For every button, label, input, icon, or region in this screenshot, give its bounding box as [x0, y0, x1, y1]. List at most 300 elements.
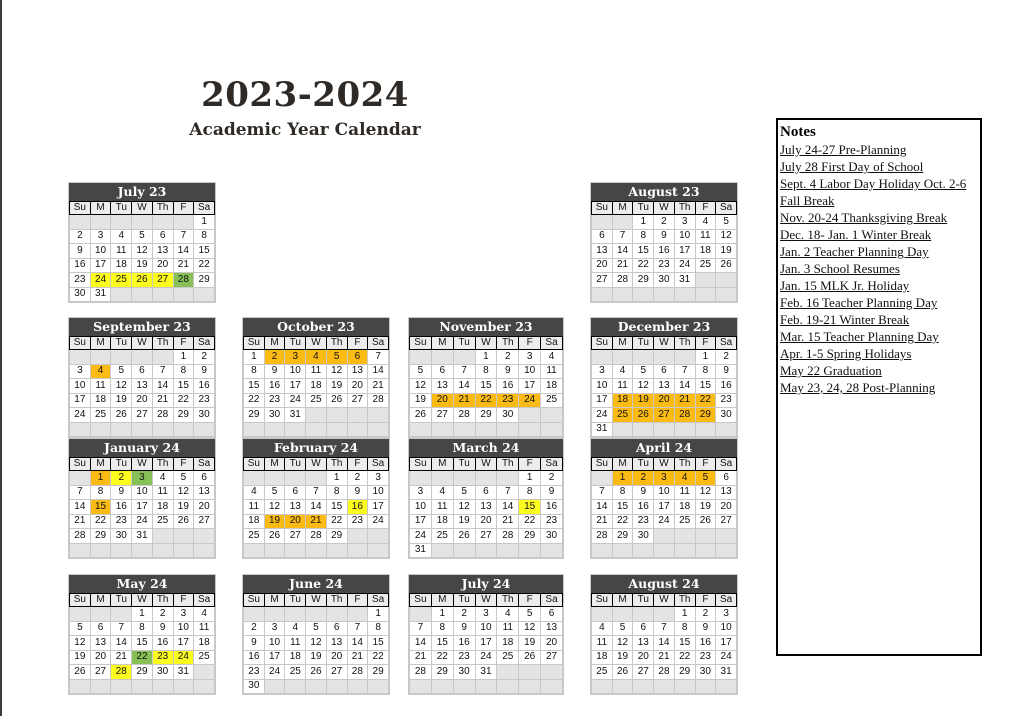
day-cell: 3	[674, 215, 695, 230]
day-cell: 2	[497, 350, 519, 365]
day-cell: 29	[368, 665, 389, 680]
empty-cell	[674, 543, 695, 558]
day-cell: 1	[431, 607, 453, 622]
empty-cell	[70, 543, 91, 558]
weekday-label: M	[90, 202, 111, 215]
day-cell: 3	[285, 350, 306, 365]
day-cell: 14	[111, 636, 132, 651]
day-cell: 12	[695, 485, 716, 500]
empty-cell	[695, 679, 716, 694]
day-cell: 7	[306, 485, 327, 500]
day-cell: 13	[431, 379, 453, 394]
empty-cell	[368, 543, 389, 558]
month-calendar	[68, 317, 216, 438]
day-cell: 16	[244, 650, 265, 665]
day-cell: 8	[368, 621, 389, 636]
weekday-label: F	[347, 458, 368, 471]
day-cell: 24	[368, 514, 389, 529]
day-cell: 4	[285, 621, 306, 636]
day-cell: 9	[654, 229, 675, 244]
day-cell: 8	[695, 364, 716, 379]
day-cell: 21	[70, 514, 91, 529]
day-cell: 12	[716, 229, 737, 244]
day-cell: 28	[70, 529, 91, 544]
empty-cell	[612, 215, 633, 230]
weekday-label: M	[612, 594, 633, 607]
day-cell: 21	[654, 650, 675, 665]
day-cell: 23	[497, 393, 519, 408]
day-cell: 8	[173, 364, 194, 379]
day-cell: 30	[453, 665, 475, 680]
empty-cell	[716, 287, 737, 302]
day-cell: 21	[453, 393, 475, 408]
day-cell: 23	[695, 650, 716, 665]
day-cell: 30	[244, 679, 265, 694]
note-item: Nov. 20-24 Thanksgiving Break	[780, 210, 948, 225]
day-cell: 11	[244, 500, 265, 515]
weekday-label: M	[612, 458, 633, 471]
weekday-label: M	[264, 594, 285, 607]
empty-cell	[633, 607, 654, 622]
day-cell: 26	[695, 514, 716, 529]
day-cell: 24	[410, 529, 432, 544]
empty-cell	[410, 422, 432, 437]
day-cell: 17	[264, 650, 285, 665]
day-cell: 30	[111, 529, 132, 544]
month-calendar	[590, 438, 738, 559]
day-cell: 16	[453, 636, 475, 651]
day-cell: 23	[654, 258, 675, 273]
empty-cell	[475, 471, 497, 486]
weekday-label: Su	[244, 594, 265, 607]
day-cell: 15	[633, 244, 654, 259]
day-cell: 3	[475, 607, 497, 622]
weekday-label: M	[90, 458, 111, 471]
day-cell: 9	[541, 485, 563, 500]
day-cell: 18	[612, 393, 633, 408]
day-cell: 17	[592, 393, 613, 408]
day-cell: 8	[244, 364, 265, 379]
day-cell: 17	[519, 379, 541, 394]
day-cell: 19	[132, 258, 153, 273]
weekday-label: Su	[592, 458, 613, 471]
day-cell: 7	[674, 364, 695, 379]
day-cell: 8	[194, 229, 215, 244]
month-calendar	[242, 438, 390, 559]
day-cell: 31	[475, 665, 497, 680]
day-cell: 17	[173, 636, 194, 651]
day-cell: 19	[70, 650, 91, 665]
empty-cell	[368, 408, 389, 423]
empty-cell	[70, 215, 91, 230]
day-cell: 18	[695, 244, 716, 259]
day-cell: 25	[695, 258, 716, 273]
note-item: Jan. 15 MLK Jr. Holiday	[780, 278, 910, 293]
day-cell: 1	[612, 471, 633, 486]
empty-cell	[453, 679, 475, 694]
day-cell: 11	[111, 244, 132, 259]
day-cell: 14	[654, 636, 675, 651]
empty-cell	[194, 665, 215, 680]
month-calendar	[68, 182, 216, 303]
empty-cell	[612, 679, 633, 694]
day-cell: 6	[285, 485, 306, 500]
day-cell: 3	[410, 485, 432, 500]
empty-cell	[90, 607, 111, 622]
day-cell: 11	[90, 379, 111, 394]
day-cell: 11	[431, 500, 453, 515]
day-cell: 11	[285, 636, 306, 651]
day-cell: 5	[716, 215, 737, 230]
day-cell: 27	[475, 529, 497, 544]
day-cell: 5	[410, 364, 432, 379]
day-cell: 7	[111, 621, 132, 636]
weekday-label: Th	[497, 594, 519, 607]
day-cell: 6	[90, 621, 111, 636]
day-cell: 22	[519, 514, 541, 529]
day-cell: 28	[592, 529, 613, 544]
day-cell: 16	[654, 244, 675, 259]
day-cell: 20	[716, 500, 737, 515]
day-cell: 18	[674, 500, 695, 515]
day-cell: 29	[194, 273, 215, 288]
day-cell: 18	[306, 379, 327, 394]
empty-cell	[194, 287, 215, 302]
empty-cell	[453, 471, 475, 486]
day-cell: 31	[592, 422, 613, 437]
weekday-label: Su	[592, 337, 613, 350]
empty-cell	[541, 408, 563, 423]
notes-list	[780, 141, 978, 396]
day-cell: 18	[152, 500, 173, 515]
empty-cell	[244, 471, 265, 486]
day-cell: 2	[111, 471, 132, 486]
empty-cell	[497, 471, 519, 486]
empty-cell	[194, 543, 215, 558]
weekday-label: Th	[674, 202, 695, 215]
day-cell: 22	[90, 514, 111, 529]
empty-cell	[132, 215, 153, 230]
note-item: Dec. 18- Jan. 1 Winter Break	[780, 227, 932, 242]
empty-cell	[132, 287, 153, 302]
day-cell: 4	[431, 485, 453, 500]
weekday-label: F	[173, 337, 194, 350]
day-cell: 9	[244, 636, 265, 651]
empty-cell	[111, 350, 132, 365]
day-cell: 12	[326, 364, 347, 379]
weekday-label: Su	[70, 458, 91, 471]
day-cell: 28	[410, 665, 432, 680]
month-header: April 24	[591, 439, 737, 457]
empty-cell	[244, 607, 265, 622]
empty-cell	[368, 422, 389, 437]
day-cell: 10	[264, 636, 285, 651]
note-item: July 24-27 Pre-Planning	[780, 142, 907, 157]
day-cell: 15	[695, 379, 716, 394]
day-cell: 5	[633, 364, 654, 379]
day-cell: 26	[111, 408, 132, 423]
empty-cell	[368, 529, 389, 544]
day-cell: 9	[152, 621, 173, 636]
day-cell: 29	[674, 665, 695, 680]
empty-cell	[519, 408, 541, 423]
empty-cell	[592, 679, 613, 694]
day-cell: 7	[592, 485, 613, 500]
empty-cell	[152, 215, 173, 230]
day-cell: 14	[347, 636, 368, 651]
day-cell: 13	[194, 485, 215, 500]
day-cell: 6	[152, 229, 173, 244]
day-cell: 6	[633, 621, 654, 636]
weekday-label: F	[347, 594, 368, 607]
day-cell: 26	[716, 258, 737, 273]
empty-cell	[541, 665, 563, 680]
empty-cell	[244, 543, 265, 558]
weekday-label: M	[612, 202, 633, 215]
day-cell: 14	[70, 500, 91, 515]
day-cell: 30	[541, 529, 563, 544]
day-cell: 2	[633, 471, 654, 486]
day-cell: 26	[410, 408, 432, 423]
day-cell: 27	[194, 514, 215, 529]
day-cell: 23	[152, 650, 173, 665]
day-cell: 16	[70, 258, 91, 273]
day-cell: 29	[612, 529, 633, 544]
weekday-label: Sa	[716, 594, 737, 607]
day-cell: 14	[368, 364, 389, 379]
day-cell: 7	[453, 364, 475, 379]
day-cell: 2	[695, 607, 716, 622]
month-calendar	[68, 438, 216, 559]
day-cell: 23	[264, 393, 285, 408]
day-cell: 8	[90, 485, 111, 500]
day-cell: 23	[347, 514, 368, 529]
empty-cell	[306, 679, 327, 694]
weekday-label: Tu	[111, 337, 132, 350]
empty-cell	[475, 679, 497, 694]
day-cell: 20	[194, 500, 215, 515]
weekday-label: F	[173, 458, 194, 471]
empty-cell	[347, 607, 368, 622]
weekday-label: M	[264, 337, 285, 350]
day-cell: 27	[132, 408, 153, 423]
empty-cell	[612, 543, 633, 558]
day-cell: 20	[132, 393, 153, 408]
weekday-label: Tu	[633, 458, 654, 471]
day-cell: 30	[716, 408, 737, 423]
weekday-label: M	[90, 594, 111, 607]
weekday-label: Sa	[194, 458, 215, 471]
day-cell: 25	[90, 408, 111, 423]
day-cell: 21	[152, 393, 173, 408]
day-cell: 5	[70, 621, 91, 636]
day-cell: 30	[194, 408, 215, 423]
day-cell: 13	[592, 244, 613, 259]
day-cell: 9	[70, 244, 91, 259]
day-cell: 11	[194, 621, 215, 636]
day-cell: 30	[152, 665, 173, 680]
day-cell: 16	[194, 379, 215, 394]
day-cell: 12	[132, 244, 153, 259]
empty-cell	[326, 679, 347, 694]
day-cell: 17	[368, 500, 389, 515]
weekday-label: W	[306, 594, 327, 607]
day-cell: 24	[132, 514, 153, 529]
empty-cell	[244, 422, 265, 437]
empty-cell	[716, 529, 737, 544]
note-item: Feb. 19-21 Winter Break	[780, 312, 910, 327]
empty-cell	[70, 679, 91, 694]
day-cell: 29	[173, 408, 194, 423]
day-cell: 4	[90, 364, 111, 379]
empty-cell	[152, 422, 173, 437]
day-cell: 4	[152, 471, 173, 486]
day-cell: 13	[347, 364, 368, 379]
weekday-label: F	[519, 458, 541, 471]
weekday-label: Su	[70, 202, 91, 215]
day-cell: 1	[633, 215, 654, 230]
empty-cell	[90, 679, 111, 694]
day-cell: 29	[475, 408, 497, 423]
empty-cell	[654, 422, 675, 437]
day-cell: 10	[173, 621, 194, 636]
weekday-label: Tu	[453, 458, 475, 471]
day-cell: 10	[654, 485, 675, 500]
day-cell: 30	[654, 273, 675, 288]
empty-cell	[519, 543, 541, 558]
empty-cell	[612, 350, 633, 365]
weekday-label: W	[654, 337, 675, 350]
day-cell: 18	[541, 379, 563, 394]
day-cell: 19	[410, 393, 432, 408]
day-cell: 15	[173, 379, 194, 394]
day-cell: 13	[132, 379, 153, 394]
day-cell: 7	[612, 229, 633, 244]
day-cell: 1	[475, 350, 497, 365]
weekday-label: W	[475, 594, 497, 607]
day-cell: 2	[264, 350, 285, 365]
day-cell: 6	[326, 621, 347, 636]
day-cell: 15	[90, 500, 111, 515]
weekday-label: Tu	[633, 202, 654, 215]
day-cell: 24	[90, 273, 111, 288]
weekday-label: Sa	[194, 337, 215, 350]
month-calendar	[590, 574, 738, 695]
day-cell: 23	[633, 514, 654, 529]
month-calendar	[408, 317, 564, 438]
month-calendar	[68, 574, 216, 695]
day-cell: 2	[453, 607, 475, 622]
empty-cell	[264, 471, 285, 486]
day-cell: 3	[264, 621, 285, 636]
day-cell: 3	[519, 350, 541, 365]
day-cell: 9	[453, 621, 475, 636]
weekday-label: Tu	[633, 594, 654, 607]
weekday-label: Th	[152, 337, 173, 350]
day-cell: 12	[264, 500, 285, 515]
day-cell: 21	[592, 514, 613, 529]
empty-cell	[70, 350, 91, 365]
empty-cell	[285, 607, 306, 622]
day-cell: 16	[541, 500, 563, 515]
empty-cell	[695, 287, 716, 302]
weekday-label: W	[475, 337, 497, 350]
empty-cell	[519, 665, 541, 680]
day-cell: 21	[497, 514, 519, 529]
day-cell: 9	[695, 621, 716, 636]
day-cell: 31	[285, 408, 306, 423]
empty-cell	[695, 273, 716, 288]
day-cell: 27	[152, 273, 173, 288]
empty-cell	[497, 543, 519, 558]
day-cell: 9	[264, 364, 285, 379]
day-cell: 9	[111, 485, 132, 500]
month-header: November 23	[409, 318, 563, 336]
empty-cell	[592, 607, 613, 622]
day-cell: 29	[90, 529, 111, 544]
day-cell: 1	[519, 471, 541, 486]
weekday-label: Sa	[541, 594, 563, 607]
day-cell: 25	[612, 408, 633, 423]
day-cell: 17	[90, 258, 111, 273]
weekday-label: Su	[244, 337, 265, 350]
day-cell: 15	[368, 636, 389, 651]
day-cell: 15	[475, 379, 497, 394]
empty-cell	[306, 607, 327, 622]
day-cell: 26	[306, 665, 327, 680]
day-cell: 19	[173, 500, 194, 515]
day-cell: 27	[90, 665, 111, 680]
day-cell: 29	[695, 408, 716, 423]
month-header: September 23	[69, 318, 215, 336]
day-cell: 2	[347, 471, 368, 486]
day-cell: 1	[674, 607, 695, 622]
day-cell: 2	[716, 350, 737, 365]
day-cell: 19	[695, 500, 716, 515]
day-cell: 11	[541, 364, 563, 379]
day-cell: 20	[152, 258, 173, 273]
day-cell: 8	[475, 364, 497, 379]
empty-cell	[306, 422, 327, 437]
day-cell: 19	[326, 379, 347, 394]
day-cell: 4	[497, 607, 519, 622]
empty-cell	[70, 607, 91, 622]
empty-cell	[431, 471, 453, 486]
empty-cell	[592, 350, 613, 365]
month-header: August 23	[591, 183, 737, 201]
day-cell: 11	[152, 485, 173, 500]
day-cell: 1	[326, 471, 347, 486]
weekday-label: Th	[497, 458, 519, 471]
title-block	[180, 74, 430, 142]
weekday-label: Su	[410, 594, 432, 607]
day-cell: 27	[716, 514, 737, 529]
day-cell: 6	[592, 229, 613, 244]
day-cell: 3	[654, 471, 675, 486]
day-cell: 27	[326, 665, 347, 680]
day-cell: 11	[497, 621, 519, 636]
weekday-label: Su	[70, 337, 91, 350]
empty-cell	[326, 408, 347, 423]
weekday-label: W	[132, 337, 153, 350]
weekday-label: F	[347, 337, 368, 350]
empty-cell	[90, 543, 111, 558]
empty-cell	[716, 679, 737, 694]
empty-cell	[132, 679, 153, 694]
day-cell: 14	[173, 244, 194, 259]
empty-cell	[194, 679, 215, 694]
empty-cell	[264, 422, 285, 437]
